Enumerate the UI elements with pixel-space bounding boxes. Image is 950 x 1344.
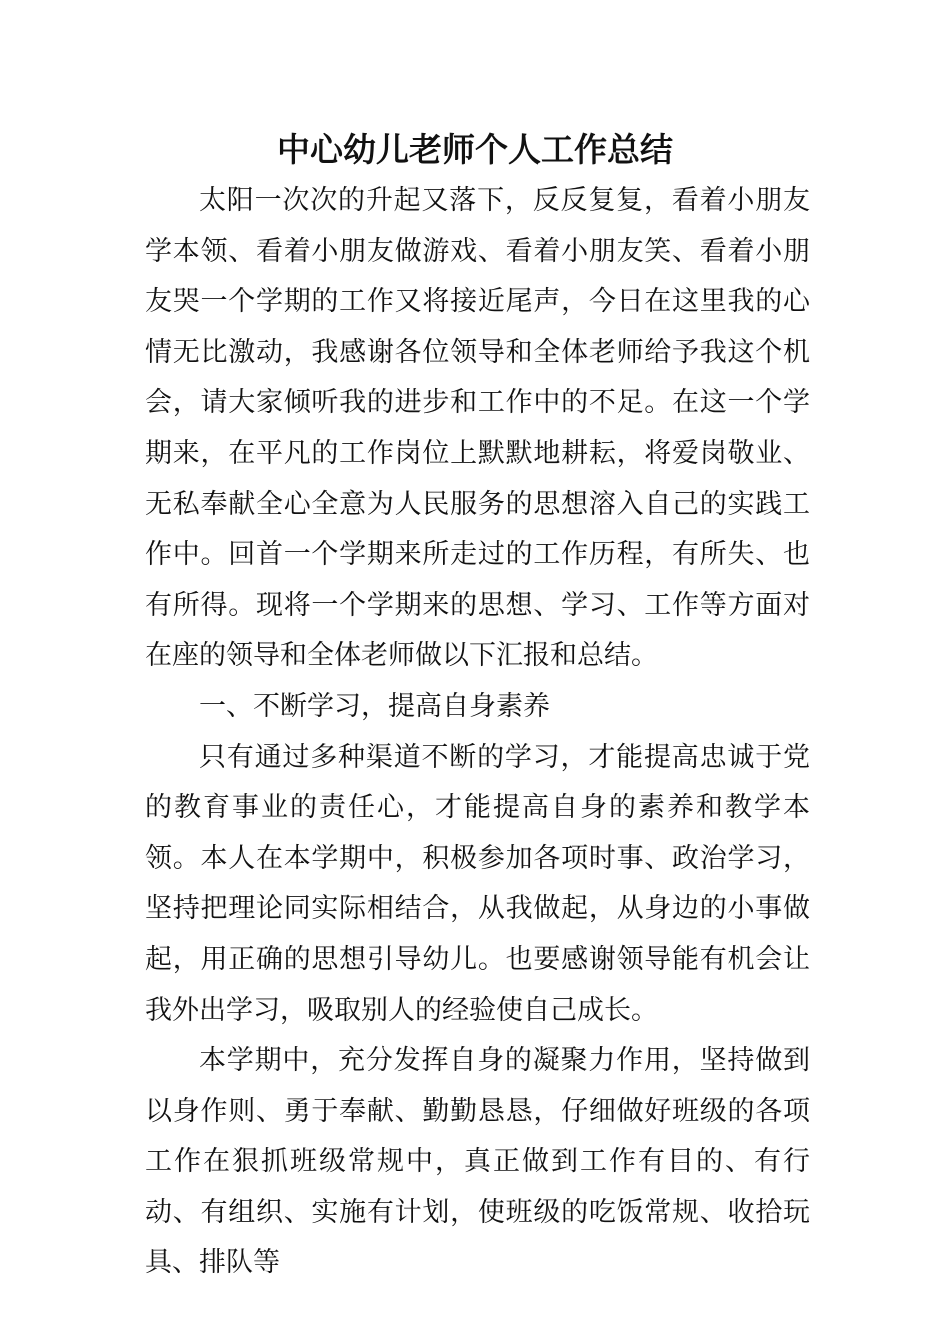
intro-paragraph: 太阳一次次的升起又落下，反反复复，看着小朋友学本领、看着小朋友做游戏、看着小朋友笑、看着小朋友哭一个学期的工作又将接近尾声，今日在这里我的心情无比激动，我感谢各位领导和全体老师给予我这个机会，请大家倾听我的进步和工作中的不足。在这一个学期来，在平凡的工作岗位上默默地耕耘，将爱岗敬业、无私奉献全心全意为人民服务的思想溶入自己的实践工作中。回首一个学期来所走过的工作历程，有所失、也有所得。现将一个学期来的思想、学习、工作等方面对在座的领导和全体老师做以下汇报和总结。 xyxy=(145,185,810,672)
study-paragraph: 只有通过多种渠道不断的学习，才能提高忠诚于党的教育事业的责任心，才能提高自身的素养和教学本领。本人在本学期中，积极参加各项时事、政治学习，坚持把理论同实际相结合，从我做起，从身边的小事做起，用正确的思想引导幼儿。也要感谢领导能有机会让我外出学习，吸取别人的经验使自己成长。 xyxy=(145,741,810,1026)
class-work-paragraph: 本学期中，充分发挥自身的凝聚力作用，坚持做到以身作则、勇于奉献、勤勤恳恳，仔细做好班级的各项工作在狠抓班级常规中，真正做到工作有目的、有行动、有组织、实施有计划，使班级的吃饭常规、收拾玩具、排队等 xyxy=(145,1045,810,1279)
document-body xyxy=(145,176,810,1289)
section-heading: 一、不断学习，提高自身素养 xyxy=(199,690,550,722)
document-title: 中心幼儿老师个人工作总结 xyxy=(277,130,673,169)
